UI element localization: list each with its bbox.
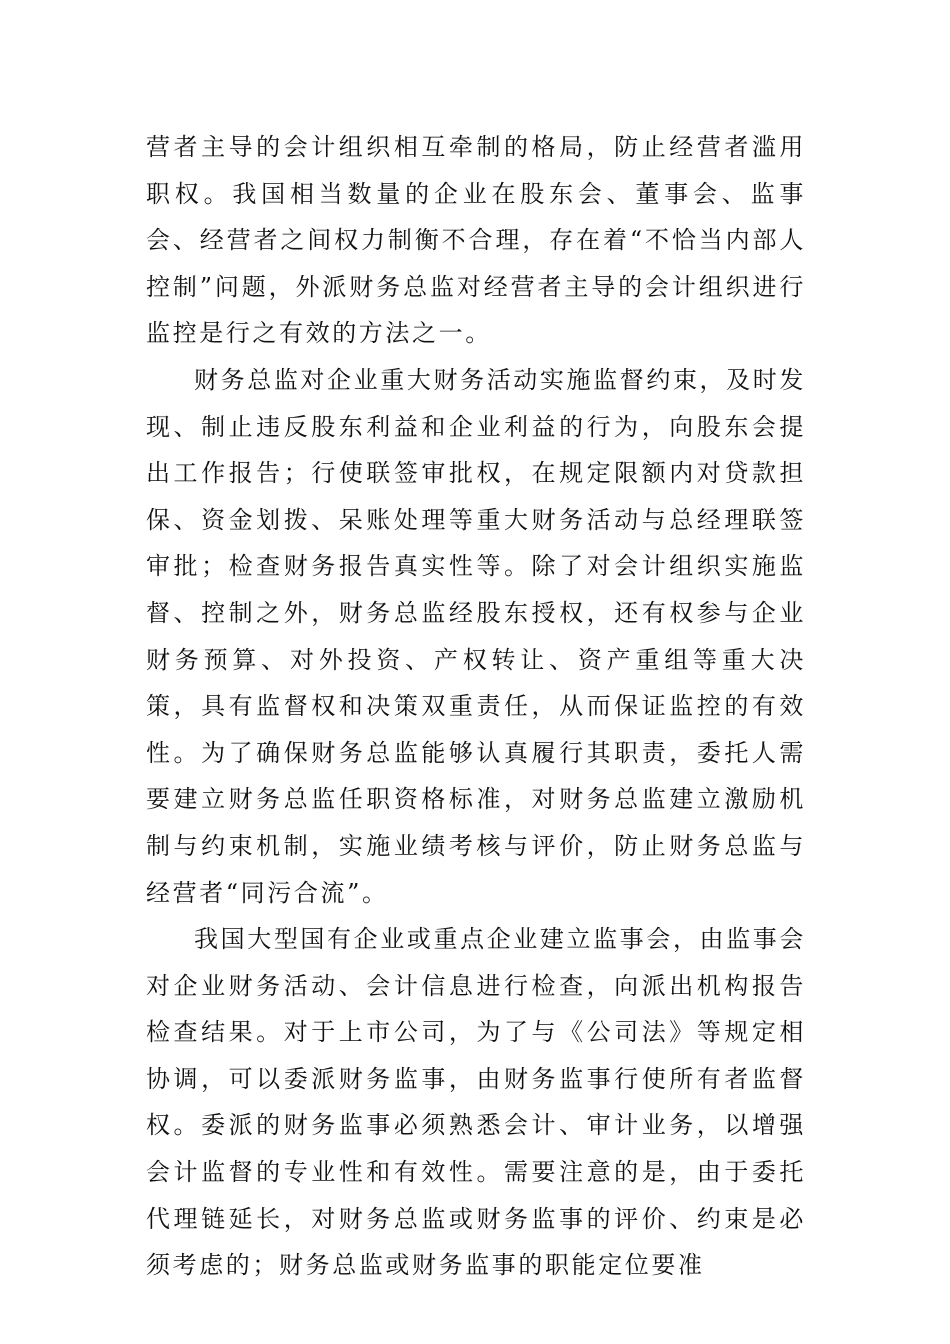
paragraph-3: 我国大型国有企业或重点企业建立监事会，由监事会对企业财务活动、会计信息进行检查，向派出机构报告检查结果。对于上市公司，为了与《公司法》等规定相协调，可以委派财务监事，由财务监事行使所有者监督权。委派的财务监事必须熟悉会计、审计业务，以增强会计监督的专业性和有效性。需要注意的是，由于委托代理链延长，对财务总监或财务监事的评价、约束是必须考虑的；财务总监或财务监事的职能定位要准 — [146, 925, 806, 1280]
paragraph-1: 营者主导的会计组织相互牵制的格局，防止经营者滥用职权。我国相当数量的企业在股东会、董事会、监事会、经营者之间权力制衡不合理，存在着“不恰当内部人控制”问题，外派财务总监对经营者主导的会计组织进行监控是行之有效的方法之一。 — [146, 133, 806, 348]
paragraph-2: 财务总监对企业重大财务活动实施监督约束，及时发现、制止违反股东利益和企业利益的行为，向股东会提出工作报告；行使联签审批权，在规定限额内对贷款担保、资金划拨、呆账处理等重大财务活动与总经理联签审批；检查财务报告真实性等。除了对会计组织实施监督、控制之外，财务总监经股东授权，还有权参与企业财务预算、对外投资、产权转让、资产重组等重大决策，具有监督权和决策双重责任，从而保证监控的有效性。为了确保财务总监能够认真履行其职责，委托人需要建立财务总监任职资格标准，对财务总监建立激励机制与约束机制，实施业绩考核与评价，防止财务总监与经营者“同污合流”。 — [146, 365, 806, 907]
document-page — [146, 124, 806, 1289]
